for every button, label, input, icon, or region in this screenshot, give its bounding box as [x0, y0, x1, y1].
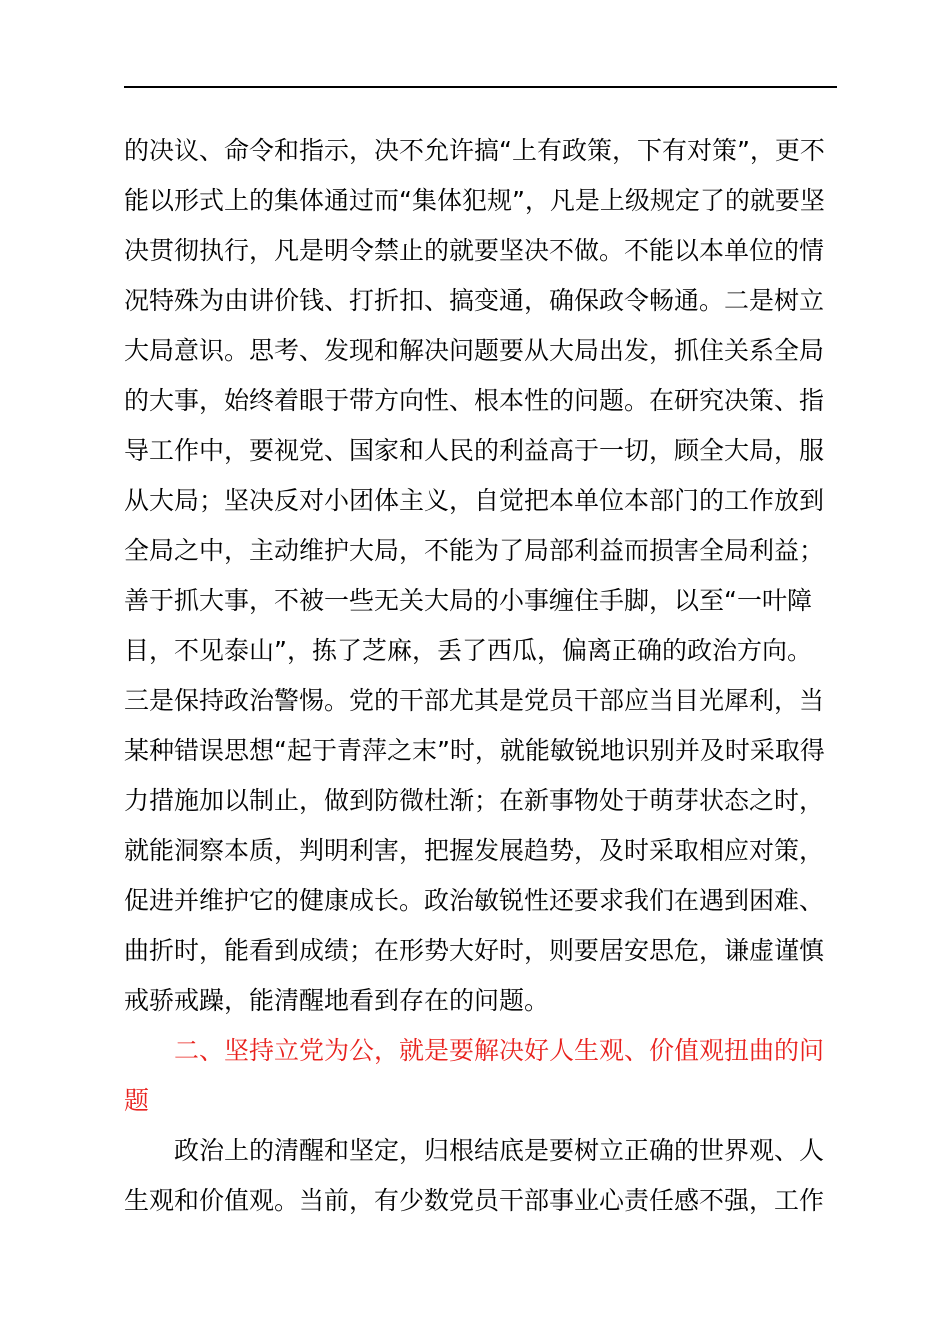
text-line: 某种错误思想“起于青萍之末”时，就能敏锐地识别并及时采取得: [124, 736, 825, 765]
text-line: 善于抓大事，不被一些无关大局的小事缠住手脚，以至“一叶障: [124, 586, 812, 615]
text-line: 戒骄戒躁，能清醒地看到存在的问题。: [124, 986, 550, 1015]
text-line: 力措施加以制止，做到防微杜渐；在新事物处于萌芽状态之时，: [124, 786, 825, 815]
body-paragraph: [124, 126, 844, 1026]
text-line: 能以形式上的集体通过而“集体犯规”，凡是上级规定了的就要坚: [124, 186, 825, 215]
section-heading: [124, 1026, 844, 1126]
text-line: 况特殊为由讲价钱、打折扣、搞变通，确保政令畅通。二是树立: [124, 286, 825, 315]
text-line: 三是保持政治警惕。党的干部尤其是党员干部应当目光犀利，当: [124, 686, 825, 715]
text-line: 决贯彻执行，凡是明令禁止的就要坚决不做。不能以本单位的情: [124, 236, 825, 265]
text-line: 就能洞察本质，判明利害，把握发展趋势，及时采取相应对策，: [124, 836, 825, 865]
text-line: 政治上的清醒和坚定，归根结底是要树立正确的世界观、人: [174, 1136, 825, 1165]
text-line: 目，不见泰山”，拣了芝麻，丢了西瓜，偏离正确的政治方向。: [124, 636, 812, 665]
document-body: [124, 126, 844, 1226]
text-line: 的决议、命令和指示，决不允许搞“上有政策，下有对策”，更不: [124, 136, 825, 165]
text-line: 的大事，始终着眼于带方向性、根本性的问题。在研究决策、指: [124, 386, 825, 415]
text-line: 导工作中，要视党、国家和人民的利益高于一切，顾全大局，服: [124, 436, 825, 465]
text-line: 生观和价值观。当前，有少数党员干部事业心责任感不强，工作: [124, 1186, 825, 1215]
text-line: 大局意识。思考、发现和解决问题要从大局出发，抓住关系全局: [124, 336, 825, 365]
text-line: 从大局；坚决反对小团体主义，自觉把本单位本部门的工作放到: [124, 486, 825, 515]
header-rule: [124, 86, 837, 88]
text-line: 全局之中，主动维护大局，不能为了局部利益而损害全局利益；: [124, 536, 825, 565]
heading-line: 二、坚持立党为公，就是要解决好人生观、价值观扭曲的问: [174, 1036, 825, 1065]
body-paragraph: [124, 1126, 844, 1226]
text-line: 曲折时，能看到成绩；在形势大好时，则要居安思危，谦虚谨慎: [124, 936, 825, 965]
heading-line: 题: [124, 1086, 150, 1115]
text-line: 促进并维护它的健康成长。政治敏锐性还要求我们在遇到困难、: [124, 886, 825, 915]
